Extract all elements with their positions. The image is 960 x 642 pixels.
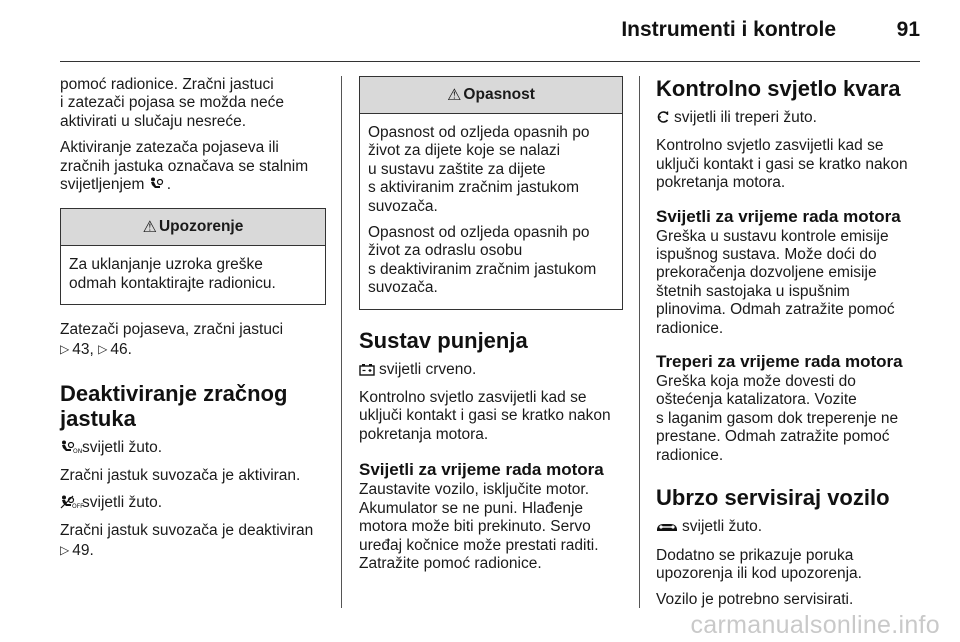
heading-malfunction-light: Kontrolno svjetlo kvara bbox=[656, 76, 901, 101]
airbag-on-status: ON svijetli žuto. bbox=[60, 439, 326, 459]
wrench-car-icon bbox=[656, 520, 678, 538]
airbag-off-description: Zračni jastuk suvozača je deaktiviran ▷ 49. bbox=[60, 522, 314, 559]
malfunction-status: svijetli ili treperi žuto. bbox=[656, 109, 924, 129]
charging-fault-description: Zaustavite vozilo, isključite motor. Akumulator se ne puni. Hlađenje motora može biti prekinuto. Servo uređaj kočnice može prestati raditi. Zatražite pomoć radionice. bbox=[359, 481, 599, 572]
subheading-lit-while-running: Svijetli za vrijeme rada motora bbox=[656, 206, 901, 226]
header-divider bbox=[60, 61, 920, 62]
airbag-on-description: Zračni jastuk suvozača je aktiviran. bbox=[60, 467, 301, 485]
subheading-flashing-while-running: Treperi za vrijeme rada motora bbox=[656, 352, 903, 372]
paragraph-airbag-failure: pomoć radionice. Zračni jastuci i zatezači pojasa se možda neće aktivirati u slučaju nesreće. bbox=[60, 76, 285, 130]
danger-box bbox=[359, 76, 623, 310]
emission-fault-description: Greška u sustavu kontrole emisije ispušnog sustava. Može doći do prekoračenja dozvoljene emisije štetnih sastojaka u ispušnim plinovima. Odmah zatražite pomoć radionice. bbox=[656, 227, 895, 337]
heading-service-vehicle: Ubrzo servisiraj vozilo bbox=[656, 485, 890, 511]
column-1 bbox=[60, 76, 326, 568]
column-divider-2 bbox=[639, 76, 640, 608]
airbag-off-status: OFF svijetli žuto. bbox=[60, 494, 326, 514]
danger-box-header: ⚠ Opasnost bbox=[360, 77, 622, 114]
battery-icon bbox=[359, 363, 375, 381]
reference-arrow-icon: ▷ bbox=[60, 542, 70, 557]
header-title: Instrumenti i kontrole bbox=[621, 18, 836, 41]
engine-icon bbox=[656, 110, 670, 129]
heading-charging-system: Sustav punjenja bbox=[359, 327, 528, 353]
airbag-icon bbox=[149, 177, 163, 196]
reference-arrow-icon: ▷ bbox=[98, 341, 108, 356]
airbag-on-icon bbox=[60, 440, 83, 459]
svg-text:OFF: OFF bbox=[72, 502, 84, 510]
subheading-lit-while-running: Svijetli za vrijeme rada motora bbox=[359, 460, 604, 480]
svg-text:ON: ON bbox=[73, 448, 83, 456]
warning-box bbox=[60, 208, 326, 305]
column-2 bbox=[359, 76, 623, 581]
column-divider-1 bbox=[341, 76, 342, 608]
page-number: 91 bbox=[896, 18, 920, 41]
danger-box-body: Opasnost od ozljeda opasnih po život za dijete koje se nalazi u sustavu zaštite za dijete s aktiviranim zračnim jastukom suvozača. Opasnost od ozljeda opasnih po život za odraslu osobu s deaktiviranim zračnim jastukom suvozača. bbox=[368, 124, 597, 297]
service-required: Vozilo je potrebno servisirati. bbox=[656, 591, 854, 609]
watermark: carmanualsonline.info bbox=[690, 611, 940, 639]
charging-description: Kontrolno svjetlo zasvijetli kad se uključi kontakt i gasi se kratko nakon pokretanja motora. bbox=[359, 389, 611, 443]
warning-box-body: Za uklanjanje uzroka greške odmah kontaktirajte radionicu. bbox=[69, 256, 276, 292]
charging-status: svijetli crveno. bbox=[359, 361, 623, 381]
page-header bbox=[0, 0, 960, 62]
paragraph-references: Zatezači pojaseva, zračni jastuci ▷ 43, ▷ 46. bbox=[60, 321, 284, 358]
service-status: svijetli žuto. bbox=[656, 518, 924, 538]
column-3 bbox=[656, 76, 924, 618]
catalyst-fault-description: Greška koja može dovesti do oštećenja katalizatora. Vozite s laganim gasom dok treperenje ne prestane. Odmah zatražite pomoć radionice. bbox=[656, 373, 899, 464]
paragraph-activation: Aktiviranje zatezača pojaseva ili zračnih jastuka označava se stalnim svijetljenjem . bbox=[60, 139, 326, 196]
warning-box-header: ⚠ Upozorenje bbox=[61, 209, 325, 246]
warning-triangle-icon: ⚠ bbox=[447, 87, 462, 104]
service-description: Dodatno se prikazuje poruka upozorenja ili kod upozorenja. bbox=[656, 546, 862, 582]
heading-airbag-deactivation: Deaktiviranje zračnog jastuka bbox=[60, 381, 288, 432]
airbag-off-icon bbox=[60, 495, 84, 514]
malfunction-description: Kontrolno svjetlo zasvijetli kad se uključi kontakt i gasi se kratko nakon pokretanja motora. bbox=[656, 137, 908, 192]
reference-arrow-icon: ▷ bbox=[60, 341, 70, 356]
warning-triangle-icon: ⚠ bbox=[142, 219, 157, 237]
